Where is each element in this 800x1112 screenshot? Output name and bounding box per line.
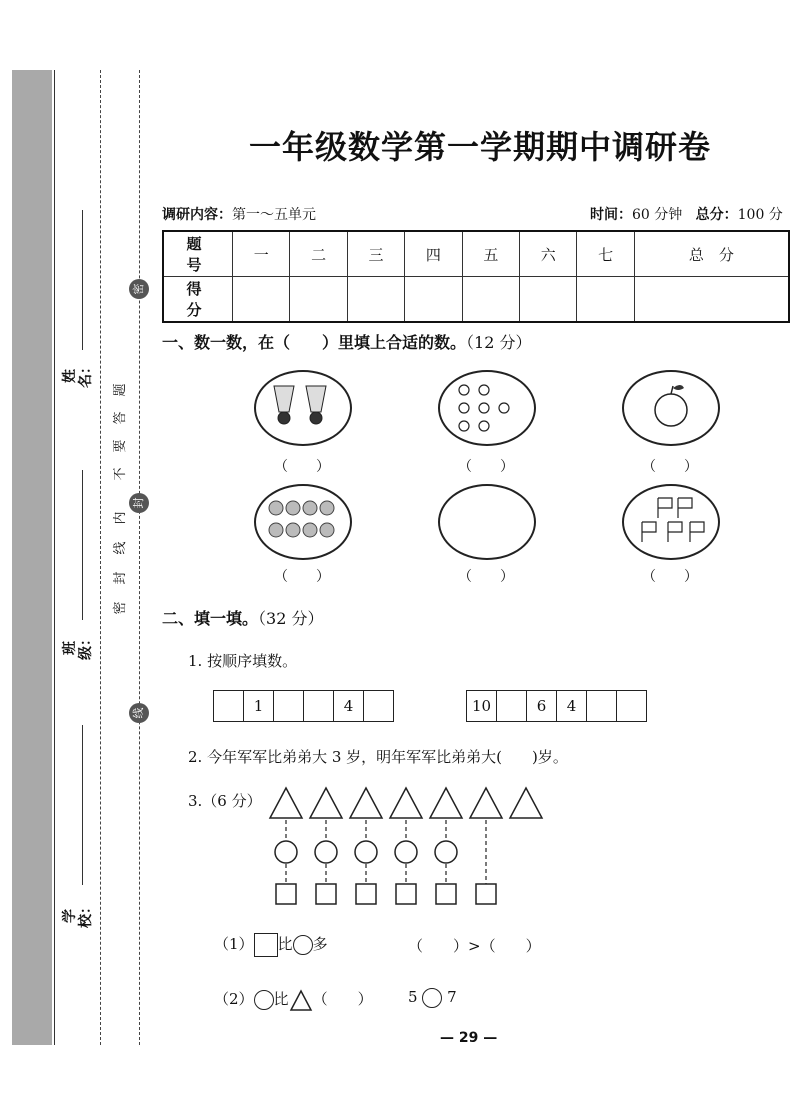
seal-mark: 封 [129,493,149,513]
sequence-cell[interactable] [214,691,243,721]
score-table-score-row: 得 分 [163,277,789,323]
section-1-title: 一、数一数，在（ ）里填上合适的数。（12 分） [162,333,532,352]
flag-icon [624,486,718,558]
score-cell[interactable] [405,277,462,323]
seal-warning-char: 内 [113,511,128,525]
score-cell[interactable] [520,277,577,323]
question-2-text: 2. 今年军军比弟弟大 3 岁，明年军军比弟弟大( )岁。 [188,748,568,766]
sub-question-2: （2） 比 （ ） [214,988,373,1011]
margin-dashed-line [139,70,140,1045]
sequence-cell[interactable]: 6 [526,691,556,721]
sequence-cell[interactable] [616,691,646,721]
class-label: 班级： [62,632,94,660]
score-table-header-row: 题 号 一 二 三 四 五 六 七 总 分 [163,231,789,277]
margin-dashed-line [100,70,101,1045]
answer-blank[interactable]: （ ） [274,569,330,585]
square-icon [356,884,376,904]
binding-strip [12,70,52,1045]
sequence-cell[interactable] [586,691,616,721]
count-oval-shuttlecock [254,370,352,446]
square-icon [476,884,496,904]
section-2-title: 二、填一填。（32 分） [162,609,324,628]
sequence-boxes-1 [213,690,394,722]
sequence-cell[interactable]: 4 [556,691,586,721]
square-icon [276,884,296,904]
count-oval-balloons [254,484,352,560]
count-oval-apple [622,370,720,446]
circle-icon [275,841,297,863]
snail-icon [440,372,534,444]
seal-warning-char: 不 [113,467,128,481]
answer-blank[interactable]: （ ） [458,569,514,585]
name-label: 姓名： [62,360,94,388]
circle-icon [435,841,457,863]
square-icon [254,933,278,957]
page-number: — 29 — [440,1030,498,1046]
sequence-cell[interactable]: 4 [333,691,363,721]
name-field[interactable] [82,210,83,350]
compare-circle-blank[interactable] [422,988,442,1008]
sub-question-2-compare: 5 7 [408,988,457,1006]
sequence-cell[interactable] [496,691,526,721]
badminton-shuttlecock-icon [256,372,350,444]
circle-icon [293,935,313,955]
sequence-cell[interactable] [303,691,333,721]
shape-comparison-figure [266,784,556,914]
question-3-label: 3.（6 分） [188,792,262,810]
apple-icon [624,372,718,444]
sequence-boxes-2 [466,690,647,722]
triangle-icon [390,788,422,818]
seal-warning-char: 封 [113,571,128,585]
square-icon [316,884,336,904]
margin-solid-line [54,70,55,1045]
seal-mark: 密 [129,279,149,299]
sequence-cell[interactable]: 10 [471,697,492,715]
answer-blank[interactable]: （ ） [274,459,330,475]
balloon-icon [256,486,350,558]
seal-warning-char: 线 [113,541,128,555]
question-1-label: 1. 按顺序填数。 [188,652,298,670]
answer-blank[interactable]: （ ） [458,459,514,475]
circle-icon [355,841,377,863]
triangle-icon [350,788,382,818]
sub-question-1: （1） 比 多 [214,933,328,957]
score-cell[interactable] [634,277,789,323]
score-cell[interactable] [577,277,634,323]
square-icon [396,884,416,904]
sub-question-1-compare[interactable]: （ ）>（ ） [408,937,541,955]
class-field[interactable] [82,470,83,620]
seal-warning-char: 答 [113,411,128,425]
seal-warning-char: 密 [113,601,128,615]
sequence-cell[interactable] [363,691,393,721]
triangle-icon [310,788,342,818]
count-oval-empty [438,484,536,560]
exam-scope: 调研内容：第一～五单元 [162,207,316,223]
count-oval-snails [438,370,536,446]
circle-icon [254,990,274,1010]
answer-blank[interactable]: （ ） [642,569,698,585]
score-cell[interactable] [290,277,347,323]
exam-time-score: 时间：60 分钟 总分：100 分 [590,207,783,223]
seal-warning-char: 要 [113,439,128,453]
seal-mark: 线 [129,703,149,723]
seal-warning-char: 题 [113,383,128,397]
school-label: 学校： [62,900,94,928]
circle-icon [395,841,417,863]
triangle-icon [510,788,542,818]
score-cell[interactable] [233,277,290,323]
count-oval-flags [622,484,720,560]
answer-blank[interactable]: （ ） [312,990,373,1008]
page-title: 一年级数学第一学期期中调研卷 [248,128,711,166]
score-cell[interactable] [347,277,404,323]
triangle-icon [289,989,313,1011]
triangle-icon [470,788,502,818]
sequence-cell[interactable] [273,691,303,721]
score-cell[interactable] [462,277,519,323]
answer-blank[interactable]: （ ） [642,459,698,475]
square-icon [436,884,456,904]
triangle-icon [430,788,462,818]
school-field[interactable] [82,725,83,885]
triangle-icon [270,788,302,818]
score-table [162,230,790,323]
sequence-cell[interactable]: 1 [243,691,273,721]
circle-icon [315,841,337,863]
